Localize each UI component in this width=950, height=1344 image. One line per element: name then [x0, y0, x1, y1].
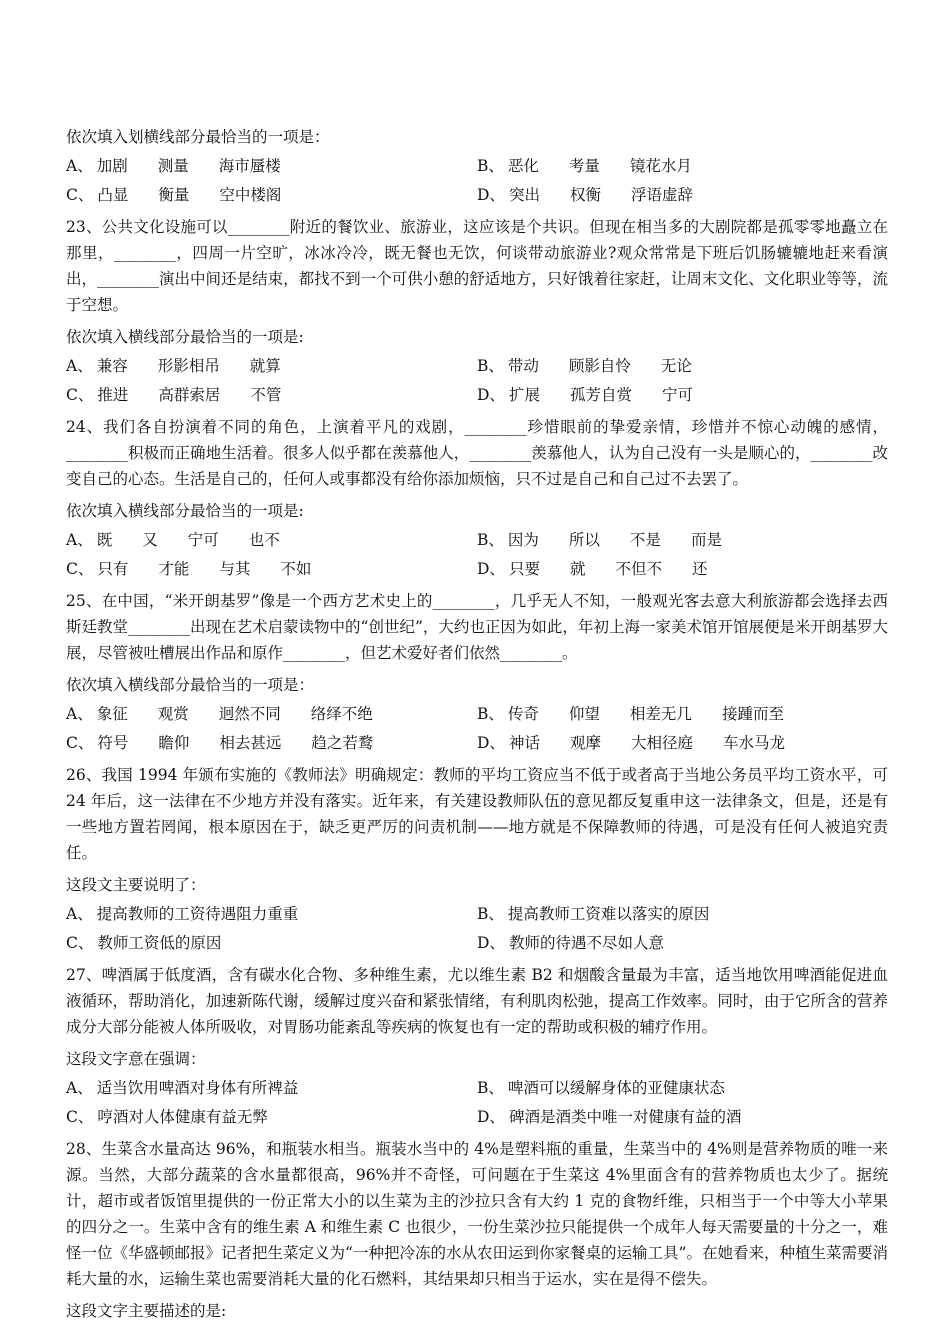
option-key: D、 [477, 186, 505, 204]
option-text: 适当饮用啤酒对身体有所裨益 [96, 1079, 299, 1097]
option-word: 络绎不绝 [310, 705, 373, 723]
option-word: 浮语虚辞 [630, 186, 693, 204]
option-key: D、 [477, 934, 505, 952]
option-word: 观摩 [569, 734, 601, 752]
question-prompt: 这段文字主要描述的是: [66, 1302, 227, 1320]
option-key: C、 [66, 186, 94, 204]
option-key: C、 [66, 1108, 94, 1126]
option-word: 恶化 [507, 157, 539, 175]
option-key: A、 [66, 357, 93, 375]
options [66, 900, 888, 958]
option-word: 相去甚远 [219, 734, 282, 752]
option-key: A、 [66, 1079, 93, 1097]
option-word: 突出 [508, 186, 540, 204]
option-word: 无论 [660, 357, 692, 375]
option-word: 接踵而至 [721, 705, 784, 723]
option-d [477, 555, 888, 584]
option-word: 考量 [568, 157, 600, 175]
option-c [66, 381, 477, 410]
options [66, 1074, 888, 1132]
option-word: 车水马龙 [722, 734, 785, 752]
option-b [477, 700, 888, 729]
option-word: 相差无几 [629, 705, 692, 723]
option-word: 顾影自怜 [568, 357, 631, 375]
option-word: 海市蜃楼 [218, 157, 281, 175]
option-word: 瞻仰 [158, 734, 190, 752]
option-word: 不管 [250, 386, 282, 404]
option-d [477, 381, 888, 410]
option-b [477, 526, 888, 555]
option-text: 教师的待遇不尽如人意 [508, 934, 664, 952]
option-word: 不但不 [615, 560, 662, 578]
options [66, 352, 888, 410]
question-prompt: 依次填入横线部分最恰当的一项是： [66, 676, 315, 694]
question-text-28: 28、生菜含水量高达 96%，和瓶装水相当。瓶装水当中的 4%是塑料瓶的重量，生菜当中的 4%则是营养物质的唯一来源。当然，大部分蔬菜的含水量都很高，96%并不奇怪，可问题在于生菜这 4%里面含有的营养物质也太少了。据统计，超市或者饭馆里提供的一份正常大小的以生菜为主的沙拉只含有大约 1 克的食物纤维，只相当于一个中等大小苹果的四分之一。生菜中含有的维生素 A 和维生素 C 也很少，一份生菜沙拉只能提供一个成年人每天需要量的十分之一，难怪一位《华盛顿邮报》记者把生菜定义为“一种把冷冻的水从农田运到你家餐桌的运输工具”。在她看来，种植生菜需要消耗大量的水，运输生菜也需要消耗大量的化石燃料，其结果却只相当于运水，实在是得不偿失。 [66, 1140, 888, 1288]
question-prompt: 依次填入横线部分最恰当的一项是: [66, 328, 304, 346]
option-a [66, 700, 477, 729]
options [66, 700, 888, 758]
option-key: A、 [66, 157, 93, 175]
question-text-23: 23、公共文化设施可以________附近的餐饮业、旅游业，这应该是个共识。但现在相当多的大剧院都是孤零零地矗立在那里，________，四周一片空旷，冰冰冷冷，既无餐也无饮，何谈带动旅游业?观众常常是下班后饥肠辘辘地赶来看演出，________演出中间还是结束，都找不到一个可供小憩的舒适地方，只好饿着往家赶，让周末文化、文化职业等等，流于空想。 [66, 218, 888, 314]
option-key: B、 [477, 357, 504, 375]
option-word: 测量 [157, 157, 189, 175]
option-word: 符号 [97, 734, 129, 752]
option-word: 不如 [280, 560, 312, 578]
option-a [66, 352, 477, 381]
question-text-25: 25、在中国，“米开朗基罗”像是一个西方艺术史上的________，几乎无人不知，一般观光客去意大利旅游都会选择去西斯廷教堂________出现在艺术启蒙读物中的“创世纪”，大约也正因为如此，年初上海一家美术馆开馆展便是米开朗基罗大展，尽管被吐槽展出作品和原作________，但艺术爱好者们依然________。 [66, 592, 888, 662]
option-c [66, 181, 477, 210]
option-text: 啤酒可以缓解身体的亚健康状态 [507, 1079, 725, 1097]
question-text-24: 24、我们各自扮演着不同的角色，上演着平凡的戏剧，________珍惜眼前的挚爱亲情，珍惜并不惊心动魄的感情，________积极而正确地生活着。很多人似乎都在羡慕他人，________羡慕他人，认为自己没有一头是顺心的，________改变自己的心态。生活是自己的，任何人或事都没有给你添加烦恼，只不过是自己和自己过不去罢了。 [66, 418, 888, 488]
option-word: 孤芳自赏 [569, 386, 632, 404]
option-key: A、 [66, 531, 93, 549]
option-word: 与其 [219, 560, 251, 578]
option-c [66, 1103, 477, 1132]
option-key: D、 [477, 734, 505, 752]
option-key: D、 [477, 1108, 505, 1126]
option-text: 教师工资低的原因 [97, 934, 222, 952]
option-key: D、 [477, 560, 505, 578]
option-b [477, 152, 888, 181]
option-text: 碑酒是酒类中唯一对健康有益的酒 [508, 1108, 742, 1126]
option-word: 权衡 [569, 186, 601, 204]
option-d [477, 1103, 888, 1132]
option-word: 大相径庭 [630, 734, 693, 752]
option-word: 迥然不同 [218, 705, 281, 723]
option-word: 既 [96, 531, 113, 549]
option-b [477, 1074, 888, 1103]
option-text: 哼酒对人体健康有益无弊 [97, 1108, 268, 1126]
option-key: B、 [477, 705, 504, 723]
question-prompt: 依次填入划横线部分最恰当的一项是： [66, 128, 330, 146]
option-word: 镜花水月 [629, 157, 692, 175]
option-word: 而是 [690, 531, 722, 549]
options [66, 152, 888, 210]
option-word: 空中楼阁 [219, 186, 282, 204]
question-text-27: 27、啤酒属于低度酒，含有碳水化合物、多种维生素，尤以维生素 B2 和烟酸含量最为丰富，适当地饮用啤酒能促进血液循环，帮助消化，加速新陈代谢，缓解过度兴奋和紧张情绪，有利肌肉松弛，提高工作效率。同时，由于它所含的营养成分大部分能被人体所吸收，对胃肠功能紊乱等疾病的恢复也有一定的帮助或积极的辅疗作用。 [66, 966, 888, 1036]
option-word: 才能 [158, 560, 190, 578]
option-word: 传奇 [507, 705, 539, 723]
option-word: 兼容 [96, 357, 128, 375]
option-word: 所以 [568, 531, 600, 549]
option-word: 衡量 [158, 186, 190, 204]
option-a [66, 900, 477, 929]
option-text: 提高教师的工资待遇阻力重重 [96, 905, 299, 923]
option-word: 观赏 [157, 705, 189, 723]
option-word: 不是 [629, 531, 661, 549]
option-word: 又 [142, 531, 158, 549]
option-a [66, 1074, 477, 1103]
option-d [477, 929, 888, 958]
option-word: 只有 [97, 560, 129, 578]
option-word: 神话 [508, 734, 540, 752]
option-key: C、 [66, 560, 94, 578]
option-word: 因为 [507, 531, 539, 549]
option-c [66, 555, 477, 584]
option-word: 还 [691, 560, 708, 578]
option-d [477, 181, 888, 210]
question-text-26: 26、我国 1994 年颁布实施的《教师法》明确规定：教师的平均工资应当不低于或者高于当地公务员平均工资水平，可 24 年后，这一法律在不少地方并没有落实。近年来，有关建设教师队伍的意见都反复重申这一法律条文，但是，还是有一些地方置若罔闻，根本原因在于，缺乏更严厉的问责机制——地方就是不保障教师的待遇，可是没有任何人被追究责任。 [66, 766, 888, 862]
option-word: 就 [569, 560, 586, 578]
question-prompt: 这段文字意在强调： [66, 1050, 206, 1068]
option-key: D、 [477, 386, 505, 404]
option-word: 推进 [97, 386, 129, 404]
option-key: B、 [477, 1079, 504, 1097]
option-word: 趋之若鹜 [311, 734, 374, 752]
option-word: 也不 [248, 531, 280, 549]
option-word: 高群索居 [158, 386, 221, 404]
question-prompt: 这段文主要说明了： [66, 876, 206, 894]
option-word: 带动 [507, 357, 539, 375]
option-key: A、 [66, 905, 93, 923]
question-prompt: 依次填入横线部分最恰当的一项是: [66, 502, 304, 520]
option-text: 提高教师工资难以落实的原因 [507, 905, 710, 923]
option-c [66, 729, 477, 758]
option-word: 宁可 [661, 386, 693, 404]
option-word: 凸显 [97, 186, 129, 204]
document-body [66, 124, 888, 1324]
option-a [66, 526, 477, 555]
option-word: 象征 [96, 705, 128, 723]
option-key: B、 [477, 531, 504, 549]
option-word: 加剧 [96, 157, 128, 175]
option-a [66, 152, 477, 181]
option-word: 扩展 [508, 386, 540, 404]
option-key: B、 [477, 157, 504, 175]
option-key: A、 [66, 705, 93, 723]
option-word: 只要 [508, 560, 540, 578]
option-d [477, 729, 888, 758]
option-key: C、 [66, 934, 94, 952]
option-word: 仰望 [568, 705, 600, 723]
options [66, 526, 888, 584]
option-word: 宁可 [187, 531, 219, 549]
option-word: 就算 [249, 357, 281, 375]
option-word: 形影相吊 [157, 357, 220, 375]
option-b [477, 900, 888, 929]
option-key: C、 [66, 734, 94, 752]
option-key: B、 [477, 905, 504, 923]
option-key: C、 [66, 386, 94, 404]
option-b [477, 352, 888, 381]
option-c [66, 929, 477, 958]
